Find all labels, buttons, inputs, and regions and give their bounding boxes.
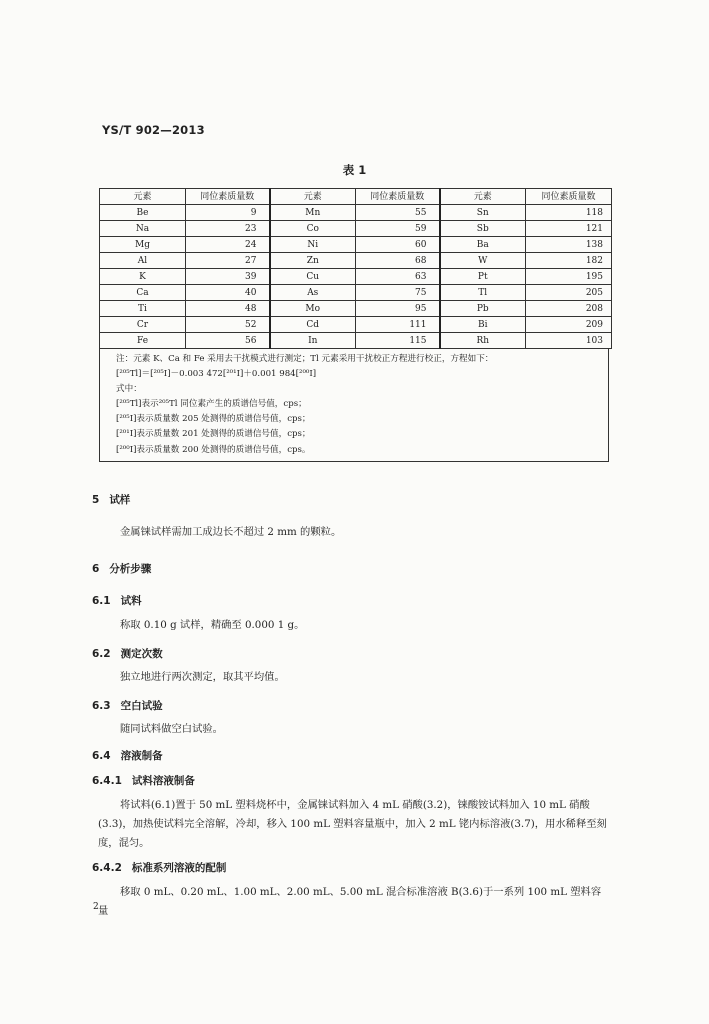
table-caption: 表 1 [342,163,367,177]
section-5-heading: 5 试样 [92,494,131,506]
mass-number-cell: 205 [526,285,612,301]
table-row [100,301,612,317]
mass-number-cell: 48 [186,301,270,317]
table-row [100,221,612,237]
mass-number-cell: 40 [186,285,270,301]
mass-number-cell: 182 [526,253,612,269]
note-line: [²⁰⁰I]表示质量数 200 处测得的质谱信号值，cps。 [116,444,311,455]
element-cell: W [440,253,526,269]
table-header-row [100,189,612,205]
element-cell: Cu [270,269,356,285]
mass-number-cell: 111 [356,317,440,333]
section-6-3-text: 随同试料做空白试验。 [120,723,223,735]
column-header: 元素 [270,189,356,205]
element-cell: Cd [270,317,356,333]
mass-number-cell: 23 [186,221,270,237]
section-5-text: 金属铼试样需加工成边长不超过 2 mm 的颗粒。 [120,526,342,538]
element-cell: Zn [270,253,356,269]
element-cell: Mg [100,237,186,253]
page-number: 2 [93,902,99,912]
section-6-heading: 6 分析步骤 [92,563,152,575]
section-6-1-text: 称取 0.10 g 试样，精确至 0.000 1 g。 [120,619,305,631]
element-cell: As [270,285,356,301]
section-6-2-text: 独立地进行两次测定，取其平均值。 [120,671,285,683]
element-cell: Mn [270,205,356,221]
element-cell: Ti [100,301,186,317]
mass-number-cell: 56 [186,333,270,349]
element-cell: Ca [100,285,186,301]
mass-number-cell: 138 [526,237,612,253]
standard-code: YS/T 902—2013 [102,123,205,137]
table-row [100,269,612,285]
element-cell: Rh [440,333,526,349]
element-cell: Ni [270,237,356,253]
mass-number-cell: 52 [186,317,270,333]
element-cell: Tl [440,285,526,301]
element-cell: Sn [440,205,526,221]
table-row [100,333,612,349]
mass-number-cell: 39 [186,269,270,285]
mass-number-cell: 195 [526,269,612,285]
table-row [100,237,612,253]
section-6-2-heading: 6.2 测定次数 [92,648,163,660]
section-6-3-heading: 6.3 空白试验 [92,700,163,712]
mass-number-cell: 27 [186,253,270,269]
element-cell: Be [100,205,186,221]
element-cell: In [270,333,356,349]
section-6-1-heading: 6.1 试料 [92,595,142,607]
note-line: 式中： [116,384,142,395]
note-line: [²⁰¹I]表示质量数 201 处测得的质谱信号值，cps； [116,429,311,440]
mass-number-cell: 55 [356,205,440,221]
mass-number-cell: 103 [526,333,612,349]
table-row [100,205,612,221]
mass-number-cell: 24 [186,237,270,253]
element-cell: Ba [440,237,526,253]
table-1 [99,188,611,462]
mass-number-cell: 9 [186,205,270,221]
section-6-4-2-heading: 6.4.2 标准系列溶液的配制 [92,862,227,874]
column-header: 同位素质量数 [356,189,440,205]
element-cell: Mo [270,301,356,317]
mass-number-cell: 118 [526,205,612,221]
mass-number-cell: 209 [526,317,612,333]
note-line: [²⁰⁵I]表示质量数 205 处测得的质谱信号值，cps； [116,414,311,425]
mass-number-cell: 68 [356,253,440,269]
mass-number-cell: 60 [356,237,440,253]
element-cell: Co [270,221,356,237]
column-header: 元素 [100,189,186,205]
element-cell: Cr [100,317,186,333]
table-row [100,253,612,269]
section-6-4-heading: 6.4 溶液制备 [92,750,163,762]
note-line: 注：元素 K、Ca 和 Fe 采用去干扰模式进行测定；Tl 元素采用干扰校正方程进行校正，方程如下： [116,354,494,364]
column-header: 元素 [440,189,526,205]
column-header: 同位素质量数 [526,189,612,205]
mass-number-cell: 63 [356,269,440,285]
note-line: [²⁰⁵Tl]表示²⁰⁵Tl 同位素产生的质谱信号值，cps； [116,399,307,410]
element-cell: Pt [440,269,526,285]
element-cell: Bi [440,317,526,333]
table-row [100,285,612,301]
element-cell: K [100,269,186,285]
table-row [100,317,612,333]
element-cell: Al [100,253,186,269]
mass-number-cell: 121 [526,221,612,237]
mass-number-cell: 59 [356,221,440,237]
section-6-4-1-text: 将试料(6.1)置于 50 mL 塑料烧杯中，金属铼试料加入 4 mL 硝酸(3.2)，铼酸铵试料加入 10 mL 硝酸(3.3)，加热使试料完全溶解，冷却，移入 100 mL 塑料容量瓶中，加入 2 mL 铑内标溶液(3.7)，用水稀释至刻度，混匀。 [98,799,607,849]
equation: [²⁰⁵Tl]＝[²⁰⁵I]－0.003 472[²⁰¹I]＋0.001 984[²⁰⁰I] [116,369,317,380]
element-cell: Na [100,221,186,237]
element-cell: Fe [100,333,186,349]
section-6-4-2-text: 移取 0 mL、0.20 mL、1.00 mL、2.00 mL、5.00 mL 混合标准溶液 B(3.6)于一系列 100 mL 塑料容量 [98,886,602,917]
element-cell: Sb [440,221,526,237]
mass-number-cell: 208 [526,301,612,317]
column-header: 同位素质量数 [186,189,270,205]
isotope-table [99,188,612,349]
table-notes [99,349,609,462]
section-6-4-1-heading: 6.4.1 试料溶液制备 [92,775,195,787]
mass-number-cell: 95 [356,301,440,317]
element-cell: Pb [440,301,526,317]
mass-number-cell: 75 [356,285,440,301]
mass-number-cell: 115 [356,333,440,349]
